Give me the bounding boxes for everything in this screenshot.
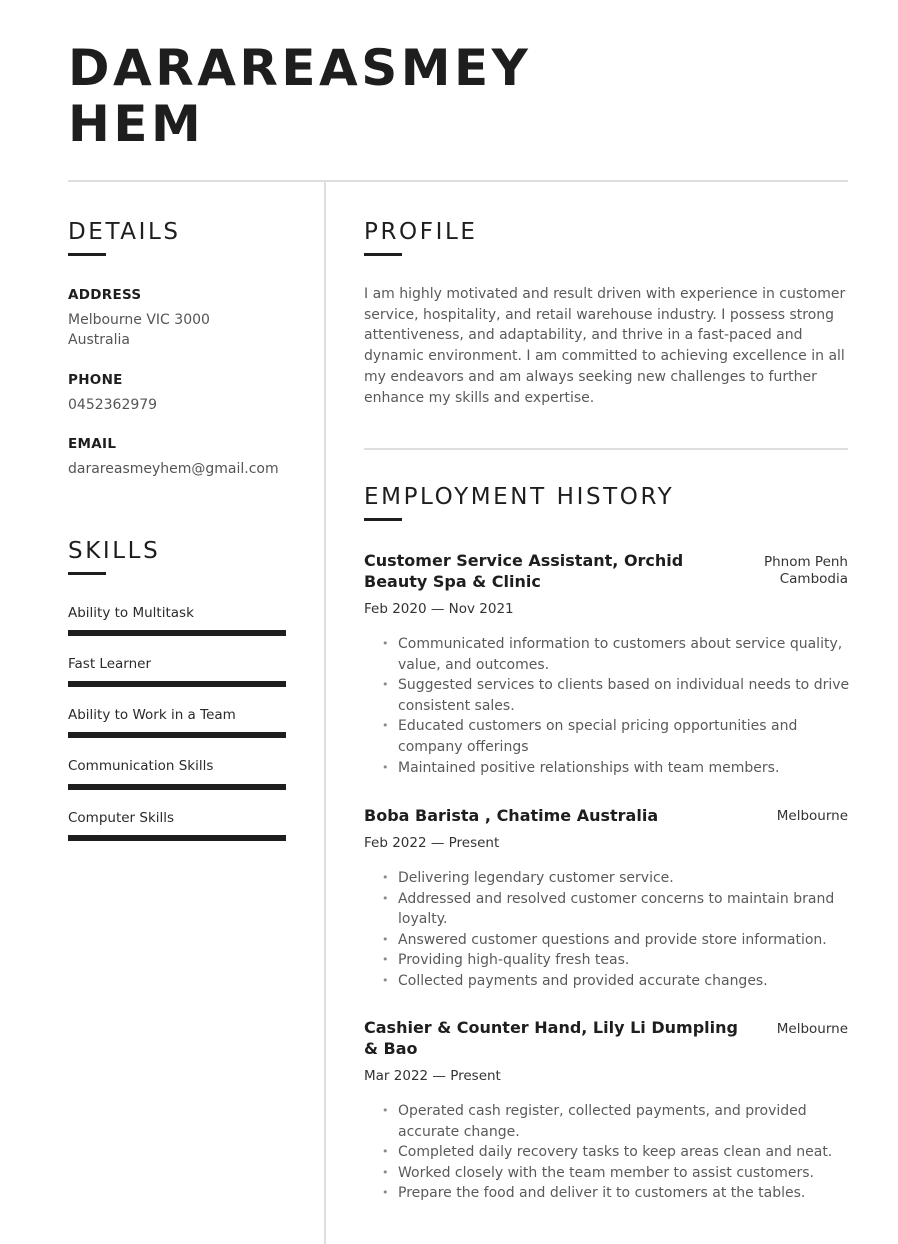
skill-name: Ability to Multitask [68, 605, 194, 621]
list-item: • Suggested services to clients based on individual needs to drive consistent sales. [364, 675, 852, 716]
list-item: • Communicated information to customers about service quality, value, and outcomes. [364, 634, 852, 675]
job-dates: Mar 2022 — Present [364, 1068, 501, 1084]
skill-level-bar [68, 630, 286, 636]
list-item: • Providing high-quality fresh teas. [364, 950, 852, 971]
job-location [764, 554, 848, 588]
resume-name [68, 40, 531, 152]
job-dates: Feb 2022 — Present [364, 835, 500, 851]
details-heading: DETAILS [68, 219, 181, 245]
skill-level-bar [68, 835, 286, 841]
header-divider [68, 180, 848, 182]
skills-heading-underline [68, 572, 106, 575]
email-label: EMAIL [68, 436, 117, 452]
job-title: Customer Service Assistant, Orchid Beauty Spa & Clinic [364, 551, 684, 591]
address-line-1: Melbourne VIC 3000 [68, 312, 210, 328]
list-item: • Prepare the food and deliver it to customers at the tables. [364, 1183, 852, 1204]
skill-name: Computer Skills [68, 810, 175, 826]
list-item: • Educated customers on special pricing opportunities and company offerings [364, 716, 852, 757]
skill-level-bar [68, 784, 286, 790]
skill-level-fill [68, 784, 286, 790]
email-value: darareasmeyhem@gmail.com [68, 461, 279, 477]
job-location-city: Melbourne [776, 1021, 848, 1037]
skill-name: Ability to Work in a Team [68, 707, 236, 723]
job-dates: Feb 2020 — Nov 2021 [364, 601, 514, 617]
details-heading-underline [68, 253, 106, 256]
job-location-city: Melbourne [776, 808, 848, 824]
list-item: • Maintained positive relationships with team members. [364, 758, 852, 779]
list-item: • Addressed and resolved customer concerns to maintain brand loyalty. [364, 889, 852, 930]
job-location [777, 1021, 848, 1038]
profile-summary: I am highly motivated and result driven with experience in customer service, hospitality, and retail warehouse industry. I possess strong attentiveness, and adaptability, and thrive in a fast-paced and dynamic environment. I am committed to achieving excellence in all my endeavors and am always seeking new challenges to further enhance my skills and expertise. [364, 286, 846, 406]
job-bullets [364, 868, 852, 992]
skill-level-bar [68, 681, 286, 687]
job-bullets [364, 634, 852, 778]
section-divider [364, 448, 848, 450]
list-item: • Collected payments and provided accurate changes. [364, 971, 852, 992]
phone-label: PHONE [68, 372, 123, 388]
job-location-city: Phnom Penh [763, 554, 848, 570]
skill-name: Communication Skills [68, 758, 214, 774]
list-item: • Worked closely with the team member to assist customers. [364, 1163, 852, 1184]
column-divider [324, 181, 326, 1244]
skill-level-fill [68, 835, 286, 841]
list-item: • Delivering legendary customer service. [364, 868, 852, 889]
first-name: DARAREASMEY [68, 39, 532, 97]
skill-level-fill [68, 732, 286, 738]
employment-heading: EMPLOYMENT HISTORY [364, 484, 675, 510]
list-item: • Completed daily recovery tasks to keep areas clean and neat. [364, 1142, 852, 1163]
list-item: • Answered customer questions and provide store information. [364, 930, 852, 951]
profile-heading-underline [364, 253, 402, 256]
skill-name: Fast Learner [68, 656, 152, 672]
address-label: ADDRESS [68, 287, 142, 303]
profile-heading: PROFILE [364, 219, 478, 245]
phone-value: 0452362979 [68, 397, 158, 413]
skills-heading: SKILLS [68, 538, 161, 564]
skill-level-bar [68, 732, 286, 738]
job-location [777, 808, 848, 825]
job-title: Cashier & Counter Hand, Lily Li Dumpling & Bao [364, 1018, 738, 1058]
employment-heading-underline [364, 518, 402, 521]
address-value [68, 310, 210, 350]
skill-level-fill [68, 630, 286, 636]
job-title: Boba Barista , Chatime Australia [364, 806, 659, 825]
last-name: HEM [68, 95, 205, 153]
skill-level-fill [68, 681, 286, 687]
address-line-2: Australia [68, 332, 130, 348]
job-bullets [364, 1101, 852, 1204]
list-item: • Operated cash register, collected payments, and provided accurate change. [364, 1101, 852, 1142]
job-location-country: Cambodia [779, 571, 848, 587]
